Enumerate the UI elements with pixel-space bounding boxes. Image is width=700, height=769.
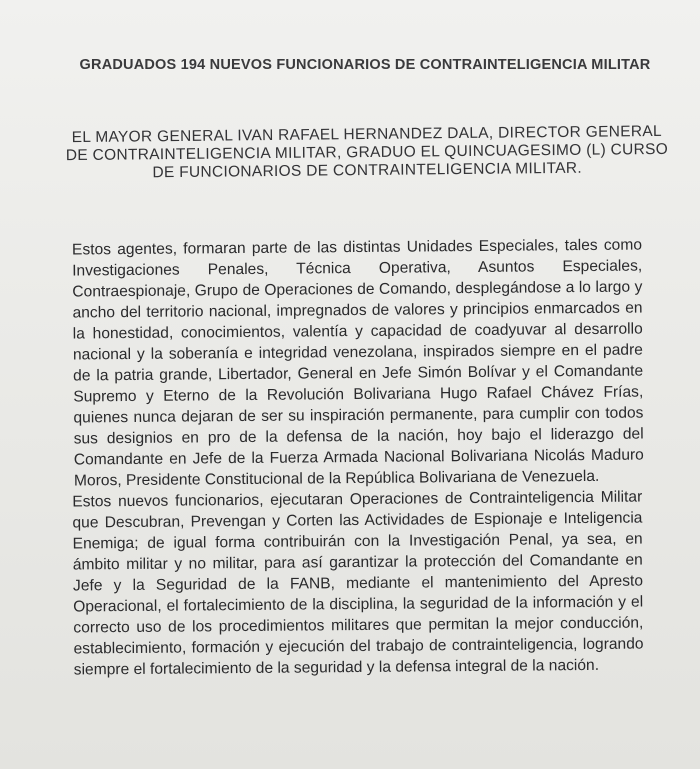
body-paragraph-1: Estos agentes, formaran parte de las distintas Unidades Especiales, tales como Investigaciones Penales, Técnica Operativa, Asuntos Especiales, Contraespionaje, Grupo de Operaciones de Comando, desplegándose a lo largo y ancho del territorio nacional, impregnados de valores y principios enmarcados en la honestidad, conocimientos, valentía y capacidad de coadyuvar al desarrollo nacional y la soberanía e integridad venezolana, inspirados siempre en el padre de la patria grande, Libertador, General en Jefe Simón Bolívar y el Comandante Supremo y Eterno de la Revolución Bolivariana Hugo Rafael Chávez Frías, quienes nunca dejaran de ser su inspiración permanente, para cumplir con todos sus designios en pro de la defensa de la nación, hoy bajo el liderazgo del Comandante en Jefe de la Fuerza Armada Nacional Bolivariana Nicolás Maduro Moros, Presidente Constitucional de la República Bolivariana de Venezuela. (71, 236, 644, 490)
body-paragraph-2: Estos nuevos funcionarios, ejecutaran Operaciones de Contrainteligencia Militar que Descubran, Prevengan y Corten las Actividades de Espionaje e Inteligencia Enemiga; de igual forma contribuirán con la Investigación Penal, ya sea, en ámbito militar y no militar, para así garantizar la protección del Comandante en Jefe y la Seguridad de la FANB, mediante el mantenimiento del Apresto Operacional, el fortalecimiento de la disciplina, la seguridad de la información y el correcto uso de los procedimientos militares que permitan la mejor conducción, establecimiento, formación y ejecución del trabajo de contrainteligencia, logrando siempre el fortalecimiento de la seguridad y la defensa integral de la nación. (72, 488, 644, 679)
document-subtitle: EL MAYOR GENERAL IVAN RAFAEL HERNANDEZ DALA, DIRECTOR GENERAL DE CONTRAINTELIGENCIA MILITAR, GRADUO EL QUINCUAGESIMO (L) CURSO DE FUNCIONARIOS DE CONTRAINTELIGENCIA MILITAR. (65, 122, 669, 182)
document-title: GRADUADOS 194 NUEVOS FUNCIONARIOS DE CONTRAINTELIGENCIA MILITAR (79, 57, 651, 73)
